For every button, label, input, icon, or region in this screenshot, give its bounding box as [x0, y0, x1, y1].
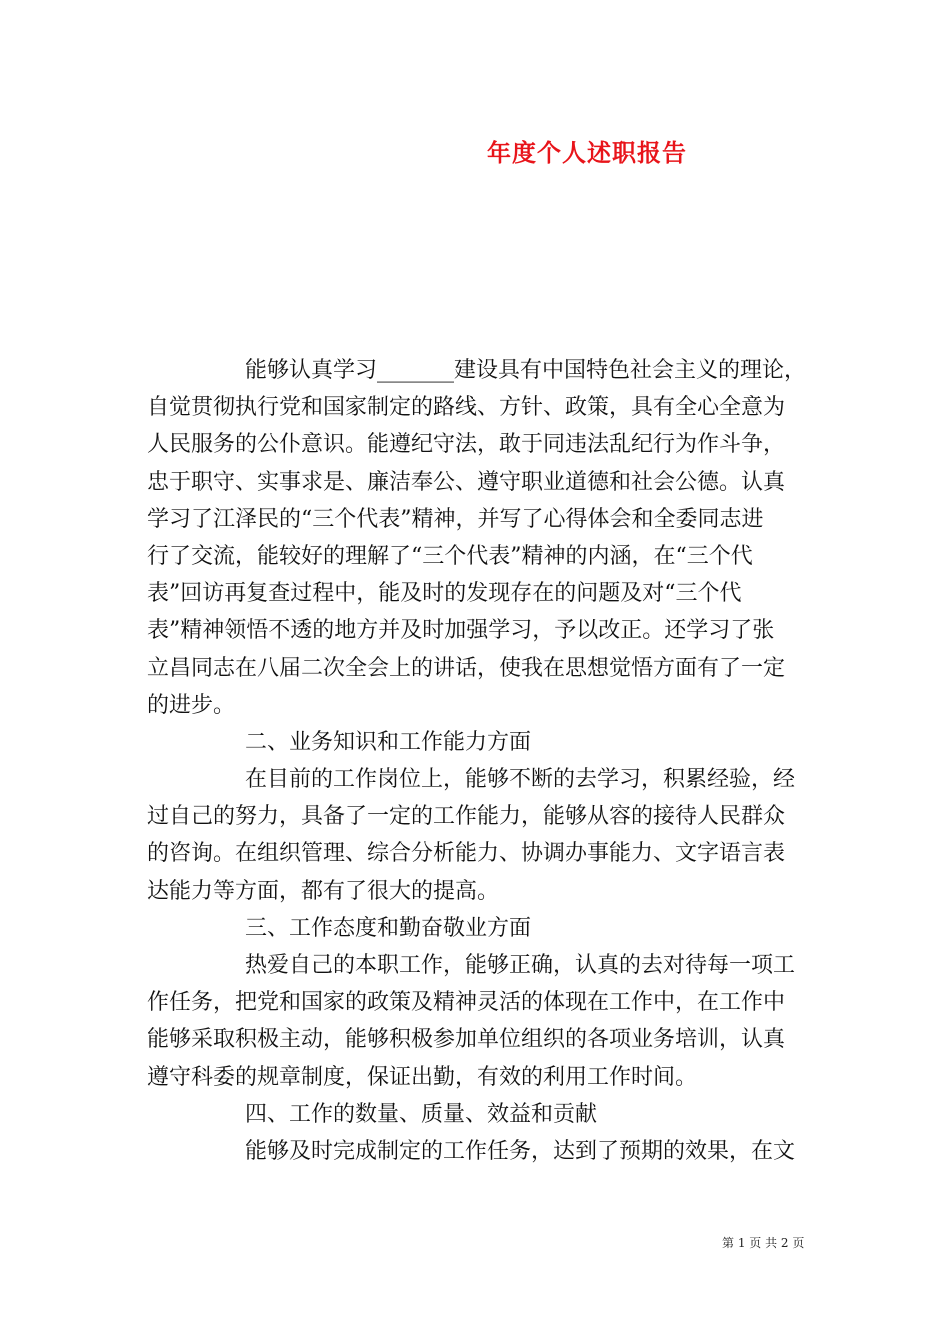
- body-line: 达能力等方面，都有了很大的提高。: [147, 878, 500, 904]
- body-line: 自觉贯彻执行党和国家制定的路线、方针、政策，具有全心全意为: [147, 395, 786, 421]
- body-line: 过自己的努力，具备了一定的工作能力，能够从容的接待人民群众: [147, 804, 786, 830]
- body-line: 的进步。: [147, 692, 236, 718]
- body-line: 行了交流，能较好的理解了“三个代表”精神的内涵，在“三个代: [147, 543, 753, 569]
- body-line: 能够及时完成制定的工作任务，达到了预期的效果，在文: [245, 1138, 796, 1164]
- body-line: 忠于职守、实事求是、廉洁奉公、遵守职业道德和社会公德。认真: [147, 469, 786, 495]
- body-line: 遵守科委的规章制度，保证出勤，有效的利用工作时间。: [147, 1064, 698, 1090]
- document-body: [147, 352, 809, 1170]
- body-line: 学习了江泽民的“三个代表”精神，并写了心得体会和全委同志进: [147, 506, 764, 532]
- body-line: 作任务，把党和国家的政策及精神灵活的体现在工作中，在工作中: [147, 990, 786, 1016]
- body-line: 四、工作的数量、质量、效益和贡献: [245, 1101, 598, 1127]
- body-line: 三、工作态度和勤奋敬业方面: [245, 915, 532, 941]
- body-line: 能够采取积极主动，能够积极参加单位组织的各项业务培训，认真: [147, 1027, 786, 1053]
- body-line: 能够认真学习_______建设具有中国特色社会主义的理论，: [245, 358, 807, 383]
- body-line: 表”回访再复查过程中，能及时的发现存在的问题及对“三个代: [147, 581, 742, 607]
- body-line: 在目前的工作岗位上，能够不断的去学习，积累经验，经: [245, 767, 796, 793]
- body-line: 立昌同志在八届二次全会上的讲话，使我在思想觉悟方面有了一定: [147, 655, 786, 681]
- body-line: 热爱自己的本职工作，能够正确，认真的去对待每一项工: [245, 953, 796, 978]
- body-line: 二、业务知识和工作能力方面: [245, 729, 532, 755]
- page-footer: 第 1 页 共 2 页: [722, 1236, 805, 1250]
- body-line: 表”精神领悟不透的地方并及时加强学习，予以改正。还学习了张: [147, 618, 775, 644]
- body-line: 的咨询。在组织管理、综合分析能力、协调办事能力、文字语言表: [147, 841, 786, 867]
- body-line: 人民服务的公仆意识。能遵纪守法，敢于同违法乱纪行为作斗争，: [147, 432, 786, 458]
- document-title: 年度个人述职报告: [487, 138, 687, 167]
